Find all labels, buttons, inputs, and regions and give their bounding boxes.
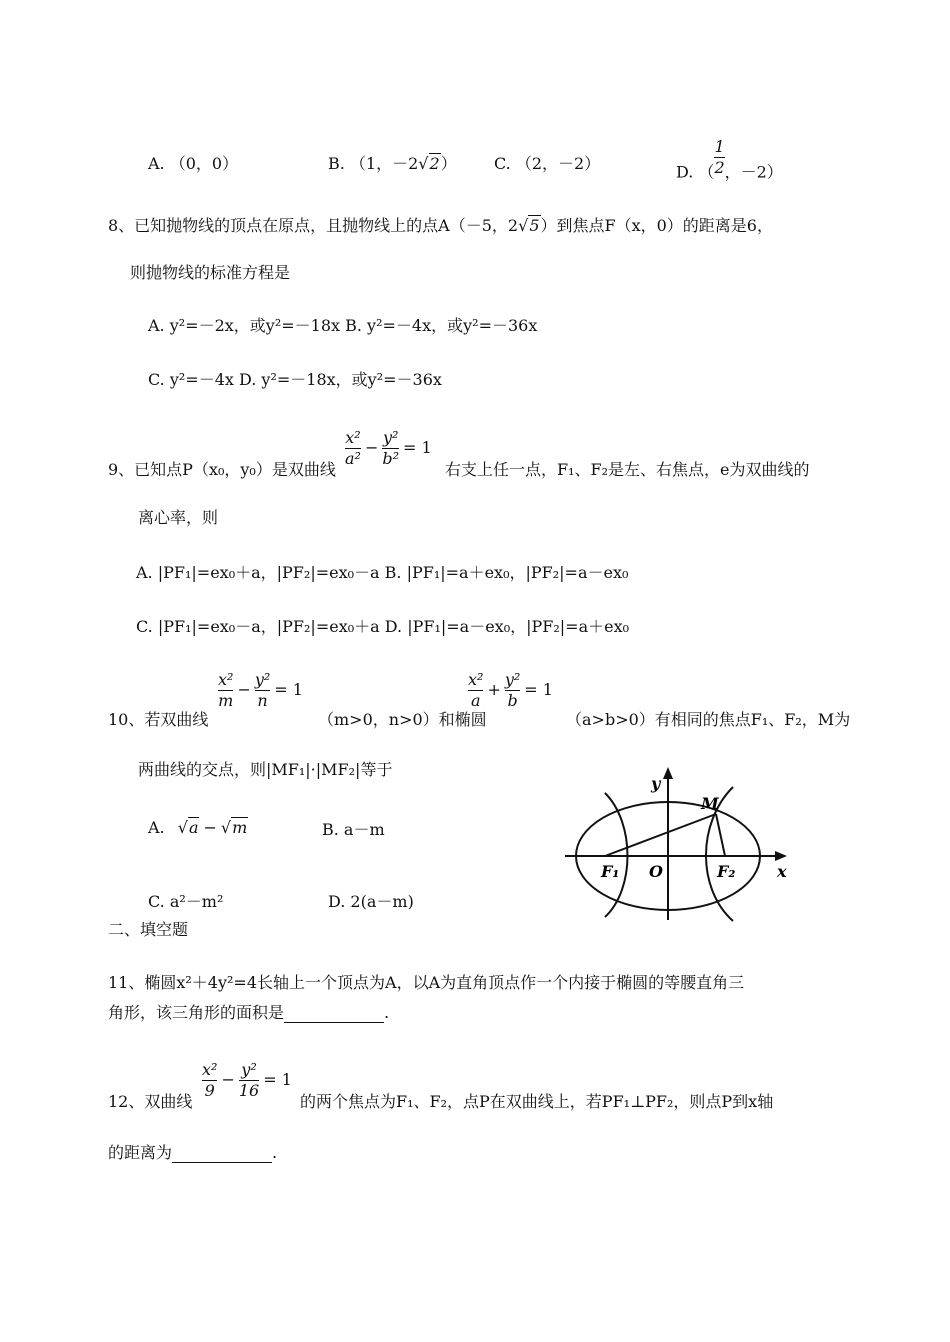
section-title: 二、填空题: [108, 920, 189, 939]
fraction-numerator: x²: [345, 428, 361, 447]
fraction-denominator: 2: [714, 157, 725, 177]
segment-mf2: [716, 814, 725, 856]
q10-ellipse-equation: $\frac{\text{x²}}{a}$ + $\frac{\text{y²}}{b}$ = 1: [468, 670, 553, 710]
fraction-denominator: b²: [382, 448, 400, 468]
q12-period: .: [272, 1143, 278, 1162]
sqrt-symbol: √a: [177, 818, 199, 837]
q7-option-d-post: ，－2）: [724, 162, 783, 182]
q10-text-pre: 10、若双曲线: [108, 710, 209, 729]
q10-option-a: A. √a − √m: [148, 818, 248, 837]
q11-period: .: [384, 1003, 390, 1022]
answer-blank: [172, 1146, 272, 1163]
q10-option-b: B. a－m: [322, 820, 385, 839]
q9-options-cd: C. |PF₁|=ex₀－a，|PF₂|=ex₀＋a D. |PF₁|=a－ex₀，|PF₂|=a＋ex₀: [136, 617, 630, 636]
fraction-denominator: 9: [204, 1080, 215, 1100]
fraction-numerator: x²: [468, 670, 484, 689]
q12-hyperbola-equation: $\frac{\text{x²}}{9}$ − $\frac{\text{y²}}{16}$ = 1: [202, 1060, 292, 1100]
q10-text-mid: （m>0，n>0）和椭圆: [318, 710, 487, 729]
origin-label: O: [649, 862, 663, 881]
equation-rhs: = 1: [524, 680, 553, 700]
fraction-numerator: y²: [382, 428, 399, 447]
ellipse-hyperbola-figure: [565, 765, 795, 925]
q10-line-2: 两曲线的交点，则|MF₁|·|MF₂|等于: [138, 760, 393, 779]
y-axis-arrow-icon: [663, 767, 673, 779]
q8-radicand: 5: [529, 216, 540, 235]
q7-option-c: C. （2，－2）: [494, 154, 601, 173]
sqrt-symbol: √5: [518, 216, 540, 235]
fraction-denominator: a: [470, 690, 481, 710]
sqrt-symbol: √2: [418, 154, 440, 173]
q7-option-d-pre: D. （: [676, 162, 715, 182]
fraction-denominator: b: [507, 690, 518, 710]
q9-text-post: 右支上任一点，F₁、F₂是左、右焦点，e为双曲线的: [445, 460, 810, 479]
q11-line-2: [108, 1003, 389, 1023]
q11-text: 角形，该三角形的面积是: [108, 1003, 285, 1022]
q8-text-pre: 8、已知抛物线的顶点在原点，且抛物线上的点A（－5，2: [108, 216, 519, 235]
equation-rhs: = 1: [263, 1070, 292, 1090]
q8-options-cd: C. y²=－4x D. y²=－18x，或y²=－36x: [148, 370, 442, 389]
q7-option-b-pre: B. （1，－2: [328, 154, 419, 173]
point-m-label: M: [701, 794, 719, 813]
q8-options-ab: A. y²=－2x，或y²=－18x B. y²=－4x，或y²=－36x: [148, 316, 538, 335]
q10-hyperbola-equation: $\frac{\text{x²}}{m}$ − $\frac{\text{y²}}{n}$ = 1: [218, 670, 303, 710]
q8-line-1: [108, 216, 773, 236]
q9-hyperbola-equation: $\frac{\text{x²}}{\text{a²}}$ − $\frac{\text{y²}}{\text{b²}}$ = 1: [345, 428, 432, 468]
radicand: a: [188, 818, 199, 837]
q10-option-c: C. a²－m²: [148, 892, 224, 911]
fraction-numerator: 1: [714, 137, 725, 156]
equation-rhs: = 1: [274, 680, 303, 700]
fraction-denominator: 16: [238, 1080, 260, 1100]
q7-option-b-radicand: 2: [429, 154, 440, 173]
q8-line-2: 则抛物线的标准方程是: [130, 263, 291, 282]
x-axis-arrow-icon: [775, 851, 787, 861]
radicand: m: [232, 818, 248, 837]
fraction-numerator: x²: [218, 670, 234, 689]
q12-text-post: 的两个焦点为F₁、F₂，点P在双曲线上，若PF₁⊥PF₂，则点P到x轴: [300, 1092, 774, 1111]
fraction-numerator: y²: [254, 670, 271, 689]
fraction-denominator: a²: [345, 448, 361, 468]
fraction-denominator: m: [218, 690, 234, 710]
q10-text-post: （a>b>0）有相同的焦点F₁、F₂，M为: [566, 710, 851, 729]
q12-text: 的距离为: [108, 1143, 173, 1162]
point-f1-label: F₁: [601, 862, 620, 881]
equation-rhs: = 1: [403, 438, 432, 458]
fraction-numerator: x²: [202, 1060, 218, 1079]
q9-options-ab: A. |PF₁|=ex₀＋a，|PF₂|=ex₀－a B. |PF₁|=a＋ex₀，|PF₂|=a－ex₀: [136, 563, 629, 582]
fraction-denominator: n: [257, 690, 268, 710]
q9-line-2: 离心率，则: [138, 508, 219, 527]
y-axis-label: y: [651, 774, 661, 793]
answer-blank: [284, 1006, 384, 1023]
q7-option-a: A. （0，0）: [148, 154, 239, 173]
sqrt-symbol: √m: [220, 818, 248, 837]
q12-text-pre: 12、双曲线: [108, 1092, 193, 1111]
point-f2-label: F₂: [717, 862, 736, 881]
q10-option-d: D. 2(a－m): [328, 892, 414, 911]
q7-option-d: [676, 137, 783, 192]
q8-text-post: ）到焦点F（x，0）的距离是6，: [540, 216, 773, 235]
q7-option-b: [328, 154, 457, 174]
q11-line-1: 11、椭圆x²＋4y²=4长轴上一个顶点为A，以A为直角顶点作一个内接于椭圆的等腰直角三: [108, 973, 745, 992]
q7-option-d-fraction: [714, 138, 724, 176]
x-axis-label: x: [777, 862, 787, 881]
q7-option-b-post: ）: [440, 154, 457, 173]
fraction-numerator: y²: [504, 670, 521, 689]
q9-text-pre: 9、已知点P（x₀，y₀）是双曲线: [108, 460, 336, 479]
fraction-numerator: y²: [241, 1060, 257, 1079]
option-label: A.: [148, 818, 165, 837]
q12-line-2: [108, 1143, 277, 1163]
